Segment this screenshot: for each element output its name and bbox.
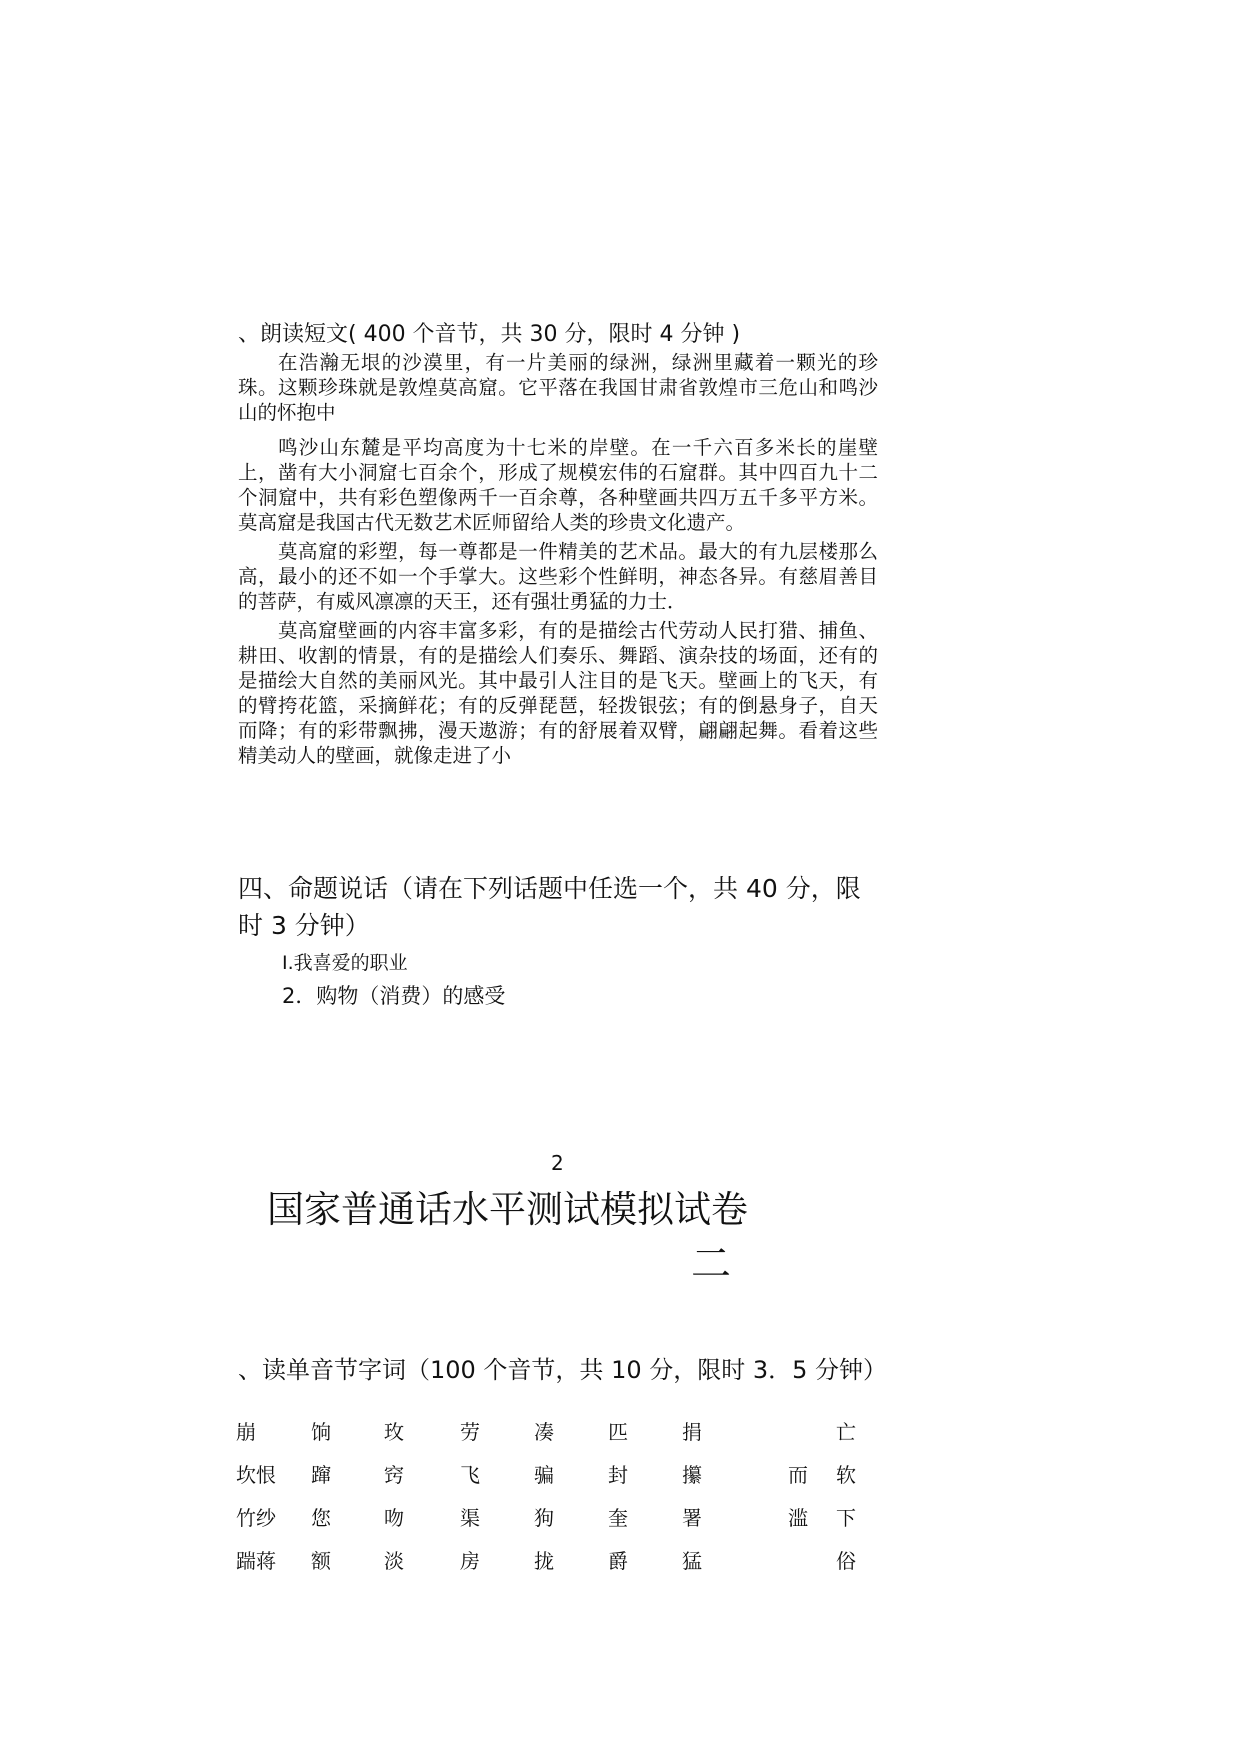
word-cell: 骗 — [534, 1463, 554, 1487]
word-row — [236, 1419, 866, 1462]
word-cell: 崩 — [236, 1420, 256, 1444]
word-cell: 玫 — [384, 1420, 404, 1444]
topic-item: I.我喜爱的职业 — [282, 952, 408, 974]
word-cell: 拢 — [534, 1549, 554, 1573]
word-cell: 坎恨 — [236, 1463, 276, 1487]
page-number: 2 — [551, 1151, 564, 1175]
section-heading-read-passage: 、朗读短文( 400 个音节，共 30 分，限时 4 分钟 ) — [238, 322, 741, 347]
word-cell: 爵 — [608, 1549, 628, 1573]
word-cell: 渠 — [460, 1506, 480, 1530]
word-cell: 匹 — [608, 1420, 628, 1444]
word-cell: 猛 — [682, 1549, 702, 1573]
word-cell: 软 — [836, 1463, 856, 1487]
word-cell: 房 — [460, 1549, 480, 1573]
word-cell: 狗 — [534, 1506, 554, 1530]
single-syllable-word-grid — [236, 1419, 866, 1591]
word-cell: 吻 — [384, 1506, 404, 1530]
word-cell: 窍 — [384, 1463, 404, 1487]
passage-paragraph: 莫高窟的彩塑，每一尊都是一件精美的艺术品。最大的有九层楼那么高，最小的还不如一个手掌大。这些彩个性鲜明，神态各异。有慈眉善目的菩萨，有威风凛凛的天王，还有强壮勇猛的力士． — [238, 540, 878, 613]
section-heading-speaking: 四、命题说话（请在下列话题中任选一个，共 40 分，限时 3 分钟） — [238, 874, 861, 940]
word-cell: 踹蒋 — [236, 1549, 276, 1573]
word-cell: 下 — [836, 1506, 856, 1530]
passage-body — [238, 350, 878, 772]
word-cell: 捐 — [682, 1420, 702, 1444]
passage-paragraph: 鸣沙山东麓是平均高度为十七米的岸壁。在一千六百多米长的崖壁上，凿有大小洞窟七百余个，形成了规模宏伟的石窟群。其中四百九十二个洞窟中，共有彩色塑像两千一百余尊，各种壁画共四万五千多平方米。莫高窟是我国古代无数艺术匠师留给人类的珍贵文化遗产。 — [238, 436, 878, 534]
passage-paragraph: 莫高窟壁画的内容丰富多彩，有的是描绘古代劳动人民打猎、捕鱼、耕田、收割的情景，有的是描绘人们奏乐、舞蹈、演杂技的场面，还有的是描绘大自然的美丽风光。其中最引人注目的是飞天。壁画上的飞天，有的臂挎花篮，采摘鲜花；有的反弹琵琶，轻拨银弦；有的倒悬身子，自天而降；有的彩带飘拂，漫天遨游；有的舒展着双臂，翩翩起舞。看着这些精美动人的壁画，就像走进了小 — [238, 619, 878, 767]
word-cell: 您 — [311, 1506, 331, 1530]
word-cell: 攥 — [682, 1463, 702, 1487]
word-cell: 额 — [311, 1549, 331, 1573]
word-cell: 亡 — [836, 1420, 856, 1444]
word-cell: 蹿 — [311, 1463, 331, 1487]
word-cell: 滥 — [788, 1506, 808, 1530]
word-cell: 封 — [608, 1463, 628, 1487]
word-cell: 竹纱 — [236, 1506, 276, 1530]
word-cell: 凑 — [534, 1420, 554, 1444]
word-cell: 署 — [682, 1506, 702, 1530]
word-cell: 而 — [788, 1463, 808, 1487]
word-cell: 劳 — [460, 1420, 480, 1444]
word-cell: 俗 — [836, 1549, 856, 1573]
passage-paragraph: 在浩瀚无垠的沙漠里，有一片美丽的绿洲，绿洲里藏着一颗光的珍珠。这颗珍珠就是敦煌莫高窟。它平落在我国甘肃省敦煌市三危山和鸣沙山的怀抱中 — [238, 351, 878, 424]
section-heading-single-syllable: 、读单音节字词（100 个音节，共 10 分，限时 3．5 分钟） — [238, 1356, 888, 1384]
word-cell: 饷 — [311, 1420, 331, 1444]
word-row — [236, 1505, 866, 1548]
word-cell: 飞 — [460, 1463, 480, 1487]
word-row — [236, 1462, 866, 1505]
word-cell: 淡 — [384, 1549, 404, 1573]
word-cell: 奎 — [608, 1506, 628, 1530]
test-paper-subtitle: 二 — [691, 1241, 731, 1287]
test-paper-title: 国家普通话水平测试模拟试卷 — [267, 1188, 748, 1231]
word-row — [236, 1548, 866, 1591]
topic-item: 2．购物（消费）的感受 — [282, 984, 506, 1008]
